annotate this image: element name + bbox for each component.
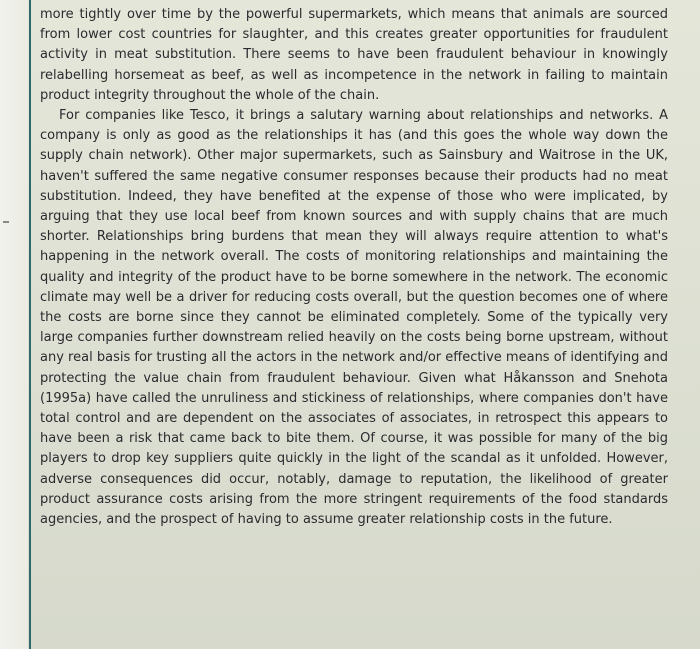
paragraph-tesco-warning: For companies like Tesco, it brings a salutary warning about relationships and networks. A company is only as good as the relationships it has (and this goes the whole way down the supply chain network). Other major supermarkets, such as Sainsbury and Waitrose in the UK, haven't suffered the same negative consumer responses because their products had no meat substitution. Indeed, they have benefited at the expense of those who were implicated, by arguing that they use local beef from known sources and with supply chains that are much shorter. Relationships bring burdens that mean they will always require attention to what's happening in the network overall. The costs of monitoring relationships and maintaining the quality and integrity of the product have to be borne somewhere in the network. The economic climate may well be a driver for reducing costs overall, but the question becomes one of where the costs are borne since they cannot be eliminated completely. Some of the typically very large companies further downstream relied heavily on the costs being borne upstream, without any real basis for trusting all the actors in the network and/or effective means of identifying and protecting the value chain from fraudulent behaviour. Given what Håkansson and Snehota (1995a) have called the unruliness and stickiness of relationships, where companies don't have total control and are dependent on the associates of associates, in retrospect this appears to have been a risk that came back to bite them. Of course, it was possible for many of the big players to drop key suppliers quite quickly in the light of the scandal as it unfolded. However, adverse consequences did occur, notably, damage to reputation, the likelihood of greater product assurance costs arising from the more stringent requirements of the food standards agencies, and the prospect of having to assume greater relationship costs in the future. (40, 108, 668, 528)
body-text (40, 5, 668, 530)
page-margin (0, 0, 28, 649)
paragraph-continuation: more tightly over time by the powerful supermarkets, which means that animals are sourced from lower cost countries for slaughter, and this creates greater opportunities for fraudulent activity in meat substitution. There seems to have been fraudulent behaviour in knowingly relabelling horsemeat as beef, as well as incompetence in the network in failing to maintain product integrity throughout the whole of the chain. (40, 7, 668, 103)
margin-mark (3, 221, 9, 223)
margin-rule (29, 0, 31, 649)
